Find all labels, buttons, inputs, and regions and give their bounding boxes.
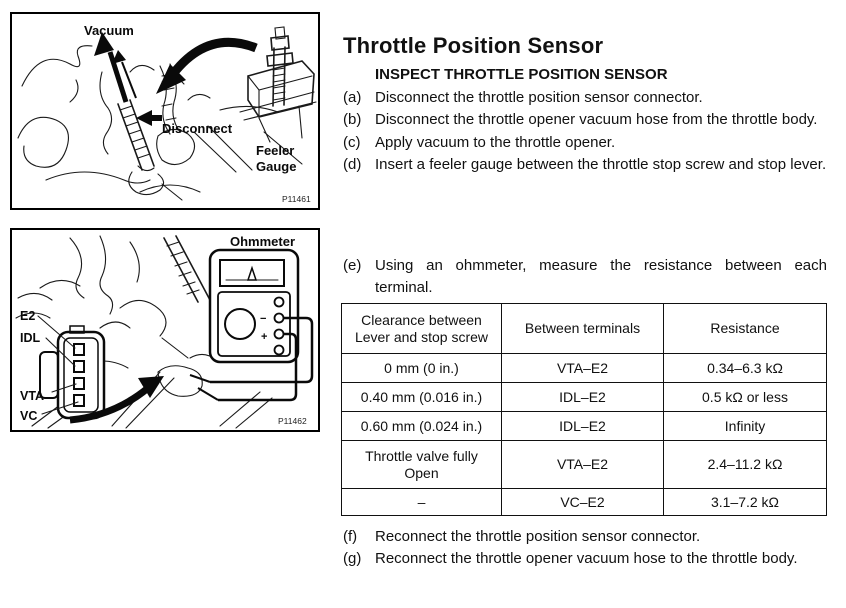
feeler-gauge-label-line2: Gauge (256, 159, 297, 174)
step-letter: (e) (343, 257, 362, 274)
feeler-gauge-illustration (12, 14, 318, 208)
step-letter: (b) (343, 111, 362, 129)
resistance-cell: Infinity (664, 412, 827, 441)
terminals-cell: IDL–E2 (502, 412, 664, 441)
steps-f-to-g (343, 526, 827, 571)
ohmmeter-illustration (12, 230, 318, 430)
terminals-cell: VTA–E2 (502, 441, 664, 489)
step-text: Reconnect the throttle position sensor connector. (375, 528, 701, 545)
step-text: Disconnect the throttle opener vacuum hose from the throttle body. (375, 111, 818, 129)
step-f (343, 526, 827, 548)
step-letter: (a) (343, 89, 362, 106)
table-row (342, 354, 827, 383)
resistance-spec-table (341, 303, 827, 516)
table-row (342, 383, 827, 412)
page-title: Throttle Position Sensor (343, 33, 604, 58)
step-letter: (d) (343, 156, 362, 174)
terminal-label-idl: IDL (20, 331, 41, 345)
resistance-cell: 0.5 kΩ or less (664, 383, 827, 412)
clearance-cell: Throttle valve fully Open (342, 441, 502, 489)
steps-a-to-d (343, 87, 827, 177)
ohmmeter-sketch (210, 250, 298, 362)
table-row (342, 489, 827, 516)
step-text: Insert a feeler gauge between the throttle stop screw and stop lever. (375, 156, 827, 174)
terminal-label-e2: E2 (20, 309, 36, 323)
step-text: Using an ohmmeter, measure the resistance between each terminal. (375, 257, 827, 297)
step-letter: (g) (343, 550, 362, 568)
column-header: Clearance between Lever and stop screw (342, 304, 502, 354)
step-text: Apply vacuum to the throttle opener. (375, 133, 616, 151)
curved-arrow-icon (156, 42, 256, 94)
step-c (343, 132, 827, 154)
feeler-gauge-label-line1: Feeler (256, 143, 295, 158)
step-b (343, 109, 827, 131)
clearance-cell: 0.60 mm (0.024 in.) (342, 412, 502, 441)
step-g (343, 548, 827, 570)
step-d (343, 154, 827, 176)
step-letter: (f) (343, 528, 358, 545)
step-text: Disconnect the throttle position sensor connector. (375, 89, 703, 106)
resistance-cell: 0.34–6.3 kΩ (664, 354, 827, 383)
terminal-label-vc: VC (20, 409, 38, 423)
figure-ohmmeter (10, 228, 320, 432)
step-text: Reconnect the throttle opener vacuum hose to the throttle body. (375, 550, 798, 568)
step-a (343, 87, 827, 109)
resistance-cell: 3.1–7.2 kΩ (664, 489, 827, 516)
column-header: Resistance (664, 304, 827, 354)
step-letter: (c) (343, 133, 361, 151)
figure-code: P11461 (282, 194, 311, 204)
figure-feeler-gauge (10, 12, 320, 210)
ohmmeter-plus-sign: + (261, 331, 268, 343)
ohmmeter-minus-sign: − (260, 313, 267, 325)
step-e-block (343, 255, 827, 300)
terminals-cell: IDL–E2 (502, 383, 664, 412)
vacuum-label: Vacuum (84, 23, 134, 38)
connector-sketch (38, 316, 104, 418)
table-header-row (342, 304, 827, 354)
ohmmeter-label: Ohmmeter (230, 234, 296, 249)
engine-sketch (18, 46, 302, 200)
table-row (342, 441, 827, 489)
clearance-cell: 0.40 mm (0.016 in.) (342, 383, 502, 412)
section-heading: INSPECT THROTTLE POSITION SENSOR (375, 66, 668, 83)
terminals-cell: VC–E2 (502, 489, 664, 516)
figure-code: P11462 (278, 416, 307, 426)
resistance-cell: 2.4–11.2 kΩ (664, 441, 827, 489)
clearance-cell: – (342, 489, 502, 516)
terminals-cell: VTA–E2 (502, 354, 664, 383)
step-e (343, 255, 827, 300)
disconnect-label: Disconnect (162, 121, 233, 136)
terminal-label-vta: VTA (20, 389, 45, 403)
table-row (342, 412, 827, 441)
disconnect-arrow-icon (136, 110, 162, 126)
clearance-cell: 0 mm (0 in.) (342, 354, 502, 383)
column-header: Between terminals (502, 304, 664, 354)
